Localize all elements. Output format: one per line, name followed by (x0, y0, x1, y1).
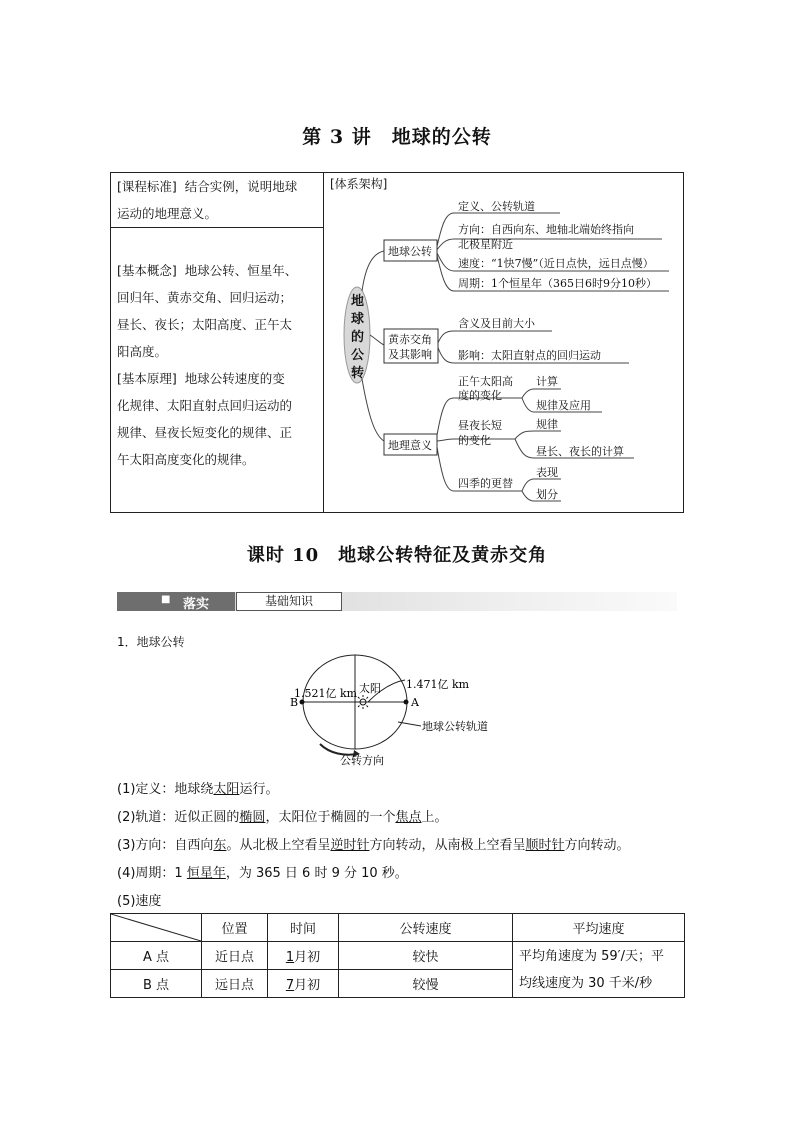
text: 上。 (421, 810, 448, 825)
perihelion-distance: 1.521亿 km (294, 687, 358, 700)
leaf-text: 北极星附近 (458, 238, 513, 251)
leaf-text: 计算 (536, 375, 558, 388)
standard-text: 结合实例，说明地球 (184, 179, 298, 194)
point-definition (117, 778, 278, 797)
table-cell: 远日点 (202, 970, 268, 998)
leaf-text: 表现 (536, 466, 558, 479)
sub-label: 正午太阳高 (458, 375, 513, 388)
leaf-text: 昼长、夜长的计算 (536, 445, 624, 458)
text: 月初 (294, 950, 321, 965)
standard-text: 运动的地理意义。 (117, 206, 218, 221)
aphelion-distance: 1.471亿 km (406, 678, 470, 691)
principles-text: 化规律、太阳直射点回归运动的 (117, 398, 293, 413)
row-label: A 点 (111, 942, 202, 970)
lesson-title: 课时 10 地球公转特征及黄赤交角 (246, 545, 548, 566)
point-a-label: A (411, 696, 419, 709)
branch-label: 黄赤交角 (388, 333, 432, 346)
point-b-label: B (290, 696, 299, 709)
direction-label: 公转方向 (340, 754, 384, 767)
leaf-text: 定义、公转轨道 (458, 200, 535, 213)
root-char: 转 (351, 366, 365, 381)
point-orbit (117, 806, 447, 825)
sub-label: 度的变化 (458, 389, 502, 402)
answer: 椭圆 (239, 810, 266, 825)
principles-text: 规律、昼夜长短变化的规律、正 (117, 425, 293, 440)
point-period (117, 862, 408, 881)
corner-cell (111, 914, 202, 942)
section-heading: 1．地球公转 (117, 635, 185, 649)
text: ，太阳位于椭圆的一个 (265, 810, 396, 825)
sub-label: 的变化 (458, 434, 491, 447)
concepts-label: [基本概念] (117, 263, 177, 278)
table-cell: 近日点 (202, 942, 268, 970)
principles-text: 午太阳高度变化的规律。 (117, 452, 255, 467)
text: (2)轨道：近似正圆的 (117, 810, 240, 825)
text: (3)方向：自西向 (117, 838, 214, 853)
point-speed: (5)速度 (117, 894, 162, 909)
sun-label: 太阳 (359, 682, 381, 695)
table-cell: 较慢 (339, 970, 513, 998)
leaf-text: 方向：自西向东、地轴北端始终指向 (458, 223, 634, 236)
answer: 7 (285, 978, 295, 993)
root-char: 球 (351, 312, 365, 327)
orbit-label: 地球公转轨道 (422, 720, 488, 733)
curriculum-standard (117, 173, 321, 227)
point-b-dot (300, 700, 305, 705)
header-cell: 平均速度 (513, 914, 685, 942)
speed-table (110, 913, 685, 998)
table-cell (268, 970, 339, 998)
text: 平均角速度为 59′/天；平 (519, 948, 665, 964)
mindmap-header: [体系架构] (330, 177, 388, 191)
table-cell: 较快 (339, 942, 513, 970)
orbit-diagram (285, 650, 510, 773)
leaf-text: 影响：太阳直射点的回归运动 (458, 349, 601, 362)
text: (1)定义：地球绕 (117, 782, 214, 797)
average-speed-cell (513, 942, 685, 998)
principles-label: [基本原理] (117, 371, 177, 386)
table-cell (268, 942, 339, 970)
answer: 焦点 (395, 810, 422, 825)
sub-label: 四季的更替 (458, 477, 513, 490)
branch-label: 地球公转 (388, 245, 432, 258)
branch-label: 及其影响 (388, 348, 432, 361)
point-a-dot (404, 700, 409, 705)
text: 月初 (294, 978, 321, 993)
answer: 太阳 (213, 782, 240, 797)
header-cell: 位置 (202, 914, 268, 942)
leaf-text: 划分 (536, 488, 558, 501)
text: (4)周期：1 (117, 866, 187, 881)
text: 方向转动，从南极上空看呈 (369, 838, 526, 853)
text: 均线速度为 30 千米/秒 (519, 975, 653, 991)
leaf-text: 周期：1个恒星年（365日6时9分10秒） (458, 277, 657, 290)
chapter-title: 第 3 讲 地球的公转 (302, 126, 492, 148)
table-divider (110, 227, 324, 228)
header-cell: 时间 (268, 914, 339, 942)
answer: 恒星年 (186, 866, 226, 881)
text: ，为 365 日 6 时 9 分 10 秒。 (225, 866, 408, 881)
basic-concepts (117, 257, 321, 473)
concepts-text: 地球公转、恒星年、 (184, 263, 298, 278)
text: 运行。 (239, 782, 279, 797)
section-bar-dark (117, 592, 235, 611)
concepts-text: 阳高度。 (117, 344, 168, 359)
text: 。从北极上空看呈 (226, 838, 331, 853)
point-direction (117, 834, 630, 853)
section-bar (117, 592, 677, 611)
answer: 1 (285, 950, 295, 965)
leaf-text: 速度：“1快7慢”（近日点快，远日点慢） (458, 257, 654, 270)
root-char: 公 (351, 348, 365, 363)
concepts-text: 回归年、黄赤交角、回归运动； (117, 290, 293, 305)
standard-label: [课程标准] (117, 179, 177, 194)
answer: 顺时针 (525, 838, 565, 853)
leaf-text: 含义及目前大小 (458, 317, 535, 330)
leaf-text: 规律及应用 (536, 399, 591, 412)
section-sub: 基础知识 (236, 592, 342, 611)
root-char: 的 (351, 330, 365, 345)
bullet-icon: ■ (161, 594, 171, 605)
diagonal-line (111, 914, 201, 941)
row-label: B 点 (111, 970, 202, 998)
root-char: 地 (351, 294, 365, 309)
principles-text: 地球公转速度的变 (184, 371, 285, 386)
concepts-text: 昼长、夜长；太阳高度、正午太 (117, 317, 293, 332)
mind-map (324, 173, 684, 513)
section-label: 落实 (183, 597, 210, 612)
leaf-text: 规律 (536, 418, 558, 431)
answer: 逆时针 (330, 838, 370, 853)
header-cell: 公转速度 (339, 914, 513, 942)
sub-label: 昼夜长短 (458, 419, 502, 432)
answer: 东 (213, 838, 227, 853)
branch-label: 地理意义 (388, 439, 432, 452)
text: 方向转动。 (564, 838, 630, 853)
